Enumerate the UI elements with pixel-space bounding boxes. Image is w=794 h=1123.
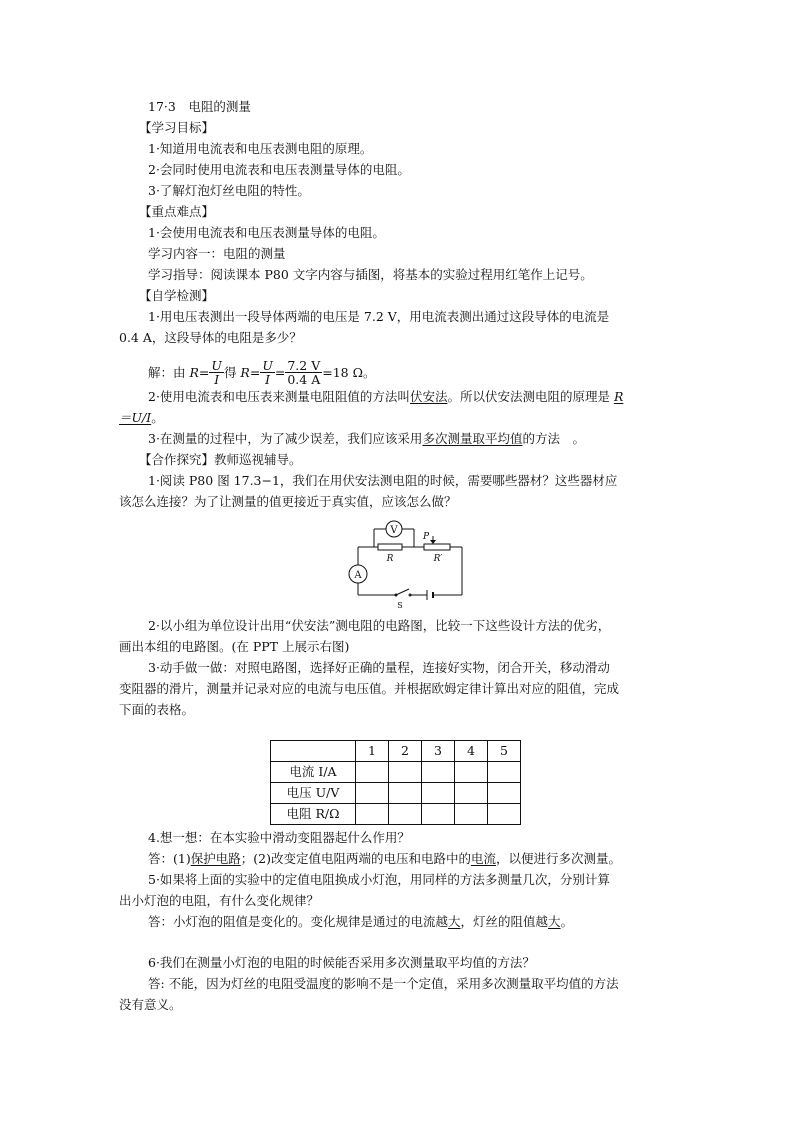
table-col-header: 5: [488, 741, 521, 762]
q2-text: 2·使用电流表和电压表来测量电阻阻值的方法叫: [148, 389, 410, 404]
circuit-diagram: [344, 518, 470, 610]
coop-6-answer: 答: 不能，因为灯丝的电阻受温度的影响不是一个定值，采用多次测量取平均值的方法: [148, 976, 619, 991]
voltmeter-label: V: [390, 525, 398, 536]
switch-label: S: [397, 601, 403, 610]
table-col-header: 4: [455, 741, 488, 762]
coop-6-answer: 没有意义。: [119, 997, 182, 1012]
equals-sign: =: [198, 365, 210, 380]
table-cell: [389, 783, 422, 804]
q3-text: 的方法 。: [522, 431, 585, 446]
table-col-header: 2: [389, 741, 422, 762]
table-cell: [389, 804, 422, 825]
denominator: I: [265, 372, 271, 387]
row-label-voltage: 电压 U/V: [271, 783, 356, 804]
table-cell: [455, 804, 488, 825]
denominator-current: 0.4 A: [287, 372, 321, 387]
answer-blank: 电流: [470, 851, 496, 866]
coop-4-question: 4.想一想：在本实验中滑动变阻器起什么作用？: [148, 830, 410, 845]
row-label-resistance: 电阻 R/Ω: [271, 804, 356, 825]
ammeter-label: A: [354, 570, 362, 581]
resistor-symbol: [378, 544, 402, 550]
question-3-line: [148, 431, 585, 447]
table-cell: [356, 762, 389, 783]
q2-text: 。: [151, 410, 164, 425]
table-cell: [488, 783, 521, 804]
rheostat-symbol: [424, 544, 450, 550]
solution-result: =18 Ω。: [322, 365, 376, 380]
table-cell: [422, 783, 455, 804]
numerator: U: [211, 358, 222, 373]
table-cell: [356, 783, 389, 804]
coop-4-answer: [148, 851, 621, 867]
goal-item: 2·会同时使用电流表和电压表测量导体的电阻。: [148, 162, 410, 177]
answer-blank: 保护电路: [190, 851, 241, 866]
key-point: 1·会使用电流表和电压表测量导体的电阻。: [148, 225, 385, 240]
solution-de: 得: [223, 365, 241, 380]
table-header-row: [271, 741, 521, 762]
table-corner-cell: [271, 741, 356, 762]
page-title: 17·3 电阻的测量: [148, 99, 251, 114]
answer-text: 。: [560, 914, 574, 929]
coop-heading: 【合作探究】: [139, 452, 215, 467]
answer-text: 答：小灯泡的阻值是变化的。变化规律是通过的电流越: [148, 914, 449, 929]
symbol-r: R: [240, 365, 250, 380]
numerator: U: [262, 358, 273, 373]
coop-2-line: 2·以小组为单位设计出用“伏安法”测电阻的电路图，比较一下这些设计方法的优劣，: [148, 618, 611, 633]
table-col-header: 1: [356, 741, 389, 762]
q2-answer-principle: R: [613, 389, 624, 404]
answer-text: ；(2)改变定值电阻两端的电压和电路中的: [240, 851, 471, 866]
coop-6-question: 6·我们在测量小灯泡的电阻的时候能否采用多次测量取平均值的方法？: [148, 955, 535, 970]
solution-prefix: 解：由: [148, 365, 190, 380]
coop-3-line: 变阻器的滑片，测量并记录对应的电流与电压值。并根据欧姆定律计算出对应的阻值，完成: [119, 681, 620, 696]
coop-5-answer: [148, 914, 573, 930]
study-guide: 学习指导：阅读课本 P80 文字内容与插图，将基本的实验过程用红笔作上记号。: [148, 267, 593, 282]
coop-2-line: 画出本组的电路图。(在 PPT 上展示右图): [119, 639, 350, 654]
resistor-label: R: [386, 554, 394, 564]
coop-line: [139, 452, 302, 468]
q3-text: 3·在测量的过程中，为了减少误差，我们应该采用: [148, 431, 423, 446]
slider-arrow-head: [430, 540, 436, 544]
coop-5-line: 出小灯泡的电阻，有什么变化规律？: [119, 893, 320, 908]
question-1-line: 1·用电压表测出一段导体两端的电压是 7.2 V，用电流表测出通过这段导体的电流是: [148, 309, 610, 324]
table-cell: [356, 804, 389, 825]
coop-3-line: 下面的表格。: [119, 702, 195, 717]
table-cell: [422, 762, 455, 783]
denominator: I: [214, 372, 220, 387]
fraction-u-over-i: [209, 359, 224, 386]
q2-text: 。所以伏安法测电阻的原理是: [447, 389, 614, 404]
measurement-table: [270, 740, 521, 825]
solution-formula: [148, 358, 375, 388]
answer-blank: 大: [548, 914, 561, 929]
equals-sign: =: [274, 365, 286, 380]
table-cell: [488, 762, 521, 783]
question-2-line: [148, 389, 623, 405]
table-cell: [488, 804, 521, 825]
key-heading: 【重点难点】: [139, 204, 215, 219]
self-check-heading: 【自学检测】: [139, 288, 215, 303]
answer-text: 答：(1): [148, 851, 191, 866]
table-cell: [455, 762, 488, 783]
q3-answer: 多次测量取平均值: [422, 431, 523, 446]
coop-1-line: 该怎么连接？为了让测量的值更接近于真实值，应该怎么做？: [119, 494, 457, 509]
slider-label: P: [422, 532, 430, 542]
goal-item: 1·知道用电流表和电压表测电阻的原理。: [148, 141, 373, 156]
answer-text: ，以便进行多次测量。: [495, 851, 621, 866]
coop-3-line: 3·动手做一做：对照电路图，选择好正确的量程，连接好实物，闭合开关，移动滑动: [148, 660, 610, 675]
table-row: [271, 804, 521, 825]
numerator-voltage: 7.2 V: [287, 358, 321, 373]
equals-sign: =: [249, 365, 261, 380]
coop-note: 教师巡视辅导。: [214, 452, 302, 467]
rheostat-label: R′: [433, 554, 443, 564]
fraction-values: [285, 359, 322, 386]
coop-1-line: 1·阅读 P80 图 17.3−1，我们在用伏安法测电阻的时候，需要哪些器材？这些器材应: [148, 473, 618, 488]
question-2-line: [119, 410, 164, 426]
q2-answer-principle: ＝U/I: [119, 410, 152, 425]
q2-answer-method: 伏安法: [409, 389, 448, 404]
coop-5-line: 5·如果将上面的实验中的定值电阻换成小灯泡，用同样的方法多测量几次，分别计算: [148, 872, 610, 887]
table-row: [271, 762, 521, 783]
table-cell: [455, 783, 488, 804]
fraction-u-over-i: [260, 359, 275, 386]
table-cell: [422, 804, 455, 825]
table-row: [271, 783, 521, 804]
question-1-line: 0.4 A，这段导体的电阻是多少？: [119, 330, 302, 345]
table-col-header: 3: [422, 741, 455, 762]
answer-blank: 大: [448, 914, 461, 929]
content-one-heading: 学习内容一：电阻的测量: [148, 246, 286, 261]
table-cell: [389, 762, 422, 783]
switch-blade: [396, 589, 409, 595]
symbol-r: R: [189, 365, 199, 380]
answer-text: ，灯丝的阻值越: [460, 914, 549, 929]
goals-heading: 【学习目标】: [139, 120, 215, 135]
goal-item: 3·了解灯泡灯丝电阻的特性。: [148, 183, 310, 198]
row-label-current: 电流 I/A: [271, 762, 356, 783]
